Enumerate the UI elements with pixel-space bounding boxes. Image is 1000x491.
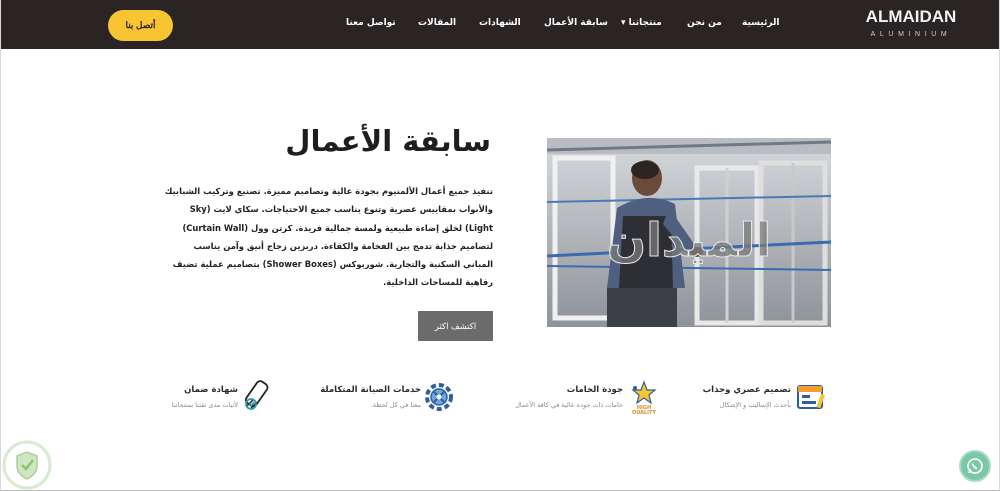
- contact-us-button[interactable]: أتصل بنا: [108, 10, 173, 41]
- nav-certificates[interactable]: الشهادات: [479, 18, 521, 28]
- top-navbar: [1, 0, 1000, 49]
- explore-more-button[interactable]: اكتشف اكثر: [418, 311, 493, 341]
- feature-quality: [509, 380, 661, 420]
- logo-wordmark: ALMAIDAN: [865, 7, 957, 26]
- whatsapp-chat-button[interactable]: [959, 450, 991, 482]
- design-icon: [795, 380, 827, 412]
- quality-icon: [627, 380, 659, 412]
- maintenance-icon: [422, 380, 454, 412]
- feature-design: [691, 380, 831, 420]
- feature-maintenance-desc: معنا في كل لحظة.: [370, 401, 421, 409]
- whatsapp-icon: [966, 457, 984, 475]
- nav-products[interactable]: منتجاتنا ▾: [621, 18, 662, 28]
- warranty-icon: [241, 380, 273, 412]
- feature-maintenance: [320, 380, 461, 420]
- hero-photo: [547, 138, 831, 327]
- feature-quality-desc: خامات ذات جوده عالية في كافة الأعمال: [515, 401, 623, 409]
- nav-home[interactable]: الرئيسية: [742, 18, 780, 28]
- image-watermark: الميدان: [606, 213, 772, 267]
- nav-about[interactable]: من نحن: [687, 18, 722, 28]
- feature-design-desc: بأحدث الإساليب و الإشكال: [719, 401, 791, 409]
- feature-quality-title: جودة الخامات: [566, 385, 623, 395]
- nav-articles[interactable]: المقالات: [418, 18, 457, 28]
- feature-design-title: تصميم عصري وجذاب: [702, 385, 791, 395]
- logo-subtitle: ALUMINIUM: [870, 31, 952, 38]
- feature-warranty-title: شهادة ضمان: [184, 385, 238, 395]
- svg-text:QUALITY: QUALITY: [631, 410, 657, 414]
- svg-text:HIGH: HIGH: [636, 405, 652, 411]
- verification-badge-icon[interactable]: [1, 440, 53, 490]
- page-title: سابقة الأعمال: [285, 124, 491, 158]
- intro-paragraph: تنفيذ جميع أعمال الألمنيوم بجودة عالية وتصاميم مميزة. تصنيع وتركيب الشبابيك والأبواب بمقاييس عصرية وتنوع يناسب جميع الاحتياجات. سكاي لايت (Sky Light) لخلق إضاءة طبيعية ولمسة جمالية فريدة. كرتن وول (Curtain Wall) لتصاميم جذابة تدمج بين الفخامة والكفاءة. دربزين زجاج أنيق وآمن يناسب المباني السكنية والتجارية. شوربوكس (Shower Boxes) بتصاميم عملية تضيف رفاهية للمساحات الداخلية.: [164, 186, 493, 288]
- nav-portfolio[interactable]: سابقة الأعمال: [544, 18, 608, 28]
- feature-maintenance-title: خدمات الصيانة المتكاملة: [320, 385, 421, 395]
- feature-warranty-desc: لأثبات مدى ثقتنا بمنتجاتنا: [171, 401, 238, 409]
- brand-logo[interactable]: [856, 7, 966, 43]
- feature-warranty: [161, 380, 273, 420]
- nav-contact[interactable]: تواصل معنا: [346, 18, 396, 28]
